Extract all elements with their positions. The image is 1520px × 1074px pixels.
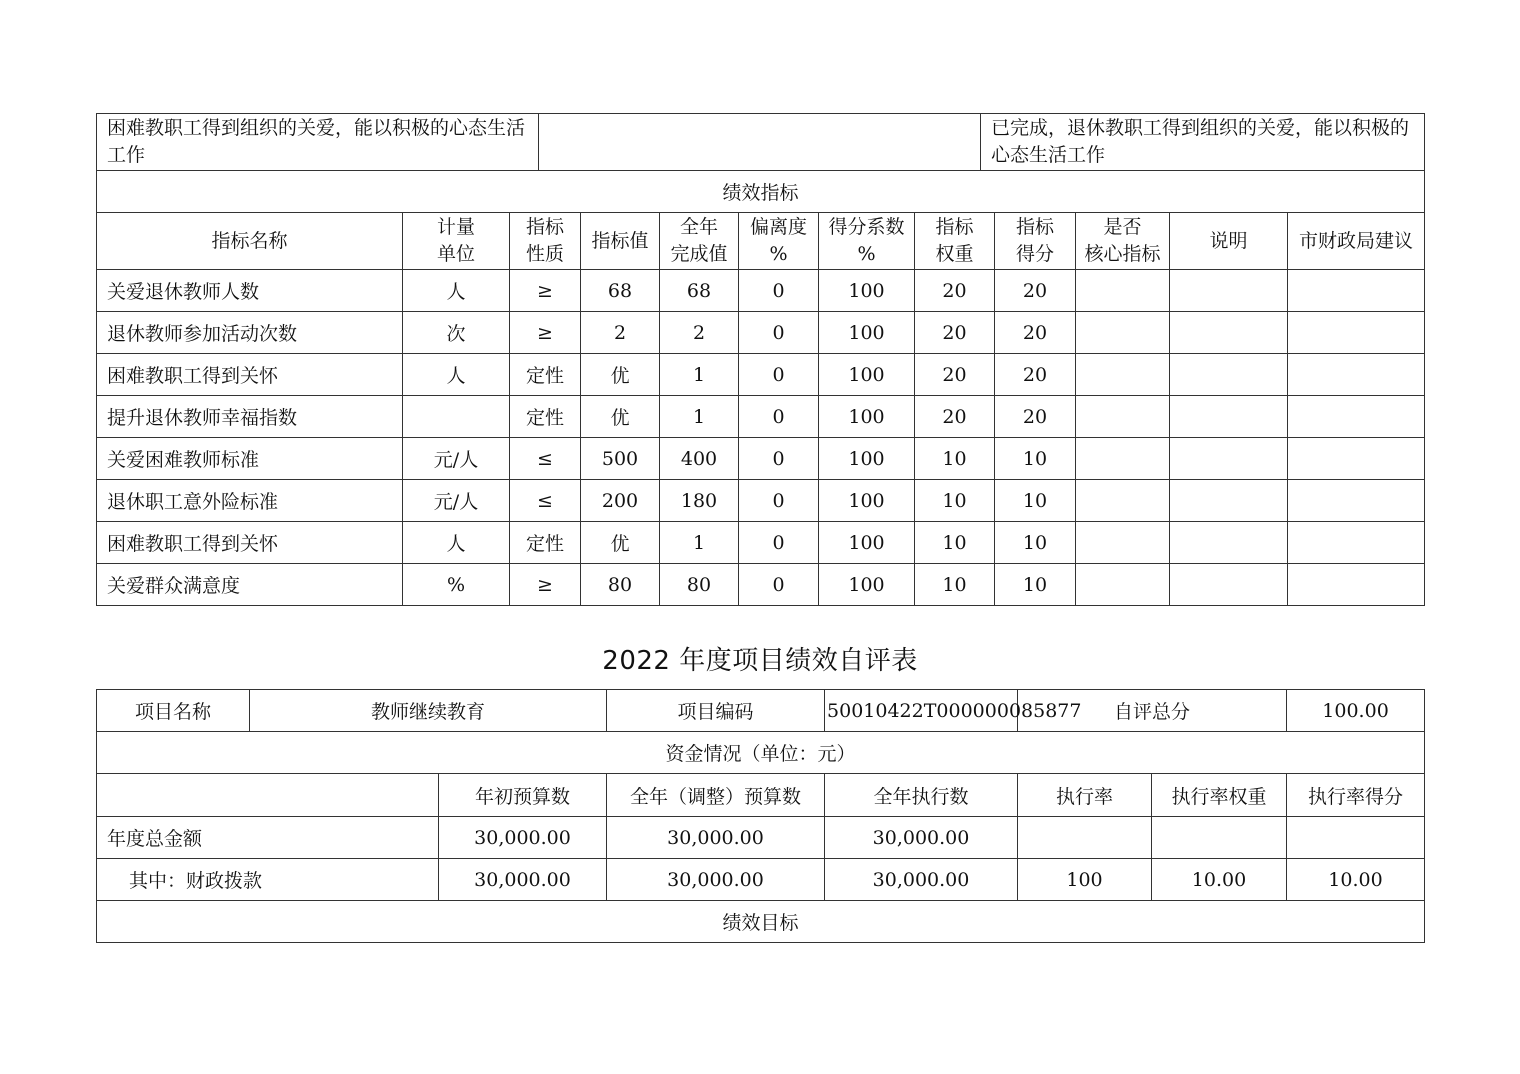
indicator-name: 退休教师参加活动次数 <box>97 312 403 354</box>
funds-cell: 30,000.00 <box>439 817 607 859</box>
indicator-cell: % <box>403 564 510 606</box>
funds-cell <box>1018 817 1152 859</box>
table-row <box>97 354 1425 396</box>
indicator-cell <box>1170 438 1288 480</box>
table-row <box>97 480 1425 522</box>
indicator-cell: 20 <box>995 270 1076 312</box>
indicator-cell: ≤ <box>510 438 581 480</box>
indicator-cell <box>403 396 510 438</box>
indicator-cell: 0 <box>739 396 819 438</box>
indicator-cell: ≥ <box>510 312 581 354</box>
indicator-header-cell: 市财政局建议 <box>1288 213 1425 270</box>
indicator-name: 困难教职工得到关怀 <box>97 354 403 396</box>
indicator-header-cell: 计量 单位 <box>403 213 510 270</box>
funds-cell <box>1152 817 1287 859</box>
indicator-cell: 元/人 <box>403 438 510 480</box>
indicator-cell <box>1170 522 1288 564</box>
goal-completion: 已完成，退休教职工得到组织的关爱，能以积极的心态生活工作 <box>981 114 1425 171</box>
indicator-cell: 0 <box>739 564 819 606</box>
funds-header-cell: 全年执行数 <box>825 774 1018 817</box>
table-row <box>97 564 1425 606</box>
indicator-header-cell: 指标 性质 <box>510 213 581 270</box>
indicator-cell: 400 <box>660 438 739 480</box>
indicator-cell: 元/人 <box>403 480 510 522</box>
indicator-cell: 20 <box>995 354 1076 396</box>
indicator-cell: 10 <box>915 564 995 606</box>
indicator-cell: 20 <box>915 270 995 312</box>
indicator-cell: 10 <box>995 522 1076 564</box>
indicator-cell: 1 <box>660 396 739 438</box>
goal-table <box>96 113 1425 213</box>
indicator-cell <box>1076 480 1170 522</box>
indicator-table <box>96 212 1425 606</box>
funds-cell: 30,000.00 <box>825 859 1018 901</box>
table-row <box>97 522 1425 564</box>
indicator-cell: 10 <box>915 522 995 564</box>
table-row <box>97 859 1425 901</box>
indicator-cell: 0 <box>739 480 819 522</box>
indicator-header-cell: 全年 完成值 <box>660 213 739 270</box>
funds-cell: 30,000.00 <box>439 859 607 901</box>
indicator-cell <box>1288 312 1425 354</box>
indicator-header <box>97 213 1425 270</box>
indicator-cell: ≥ <box>510 564 581 606</box>
indicator-cell <box>1076 438 1170 480</box>
form-title: 2022 年度项目绩效自评表 <box>602 646 918 676</box>
indicator-header-cell: 指标值 <box>581 213 660 270</box>
indicator-name: 关爱群众满意度 <box>97 564 403 606</box>
funds-cell: 10.00 <box>1152 859 1287 901</box>
indicator-cell <box>1076 270 1170 312</box>
indicator-cell: 2 <box>660 312 739 354</box>
indicator-cell <box>1170 564 1288 606</box>
indicator-cell: 人 <box>403 270 510 312</box>
funds-row-label: 年度总金额 <box>97 817 439 859</box>
indicator-cell <box>1170 480 1288 522</box>
indicator-cell <box>1170 354 1288 396</box>
project-code-label: 项目编码 <box>607 690 825 732</box>
project-name: 教师继续教育 <box>250 690 607 732</box>
indicator-cell: 10 <box>915 438 995 480</box>
indicator-header-cell: 指标 得分 <box>995 213 1076 270</box>
funds-cell <box>1287 817 1425 859</box>
indicator-name: 困难教职工得到关怀 <box>97 522 403 564</box>
indicator-cell: 1 <box>660 522 739 564</box>
indicator-cell: ≤ <box>510 480 581 522</box>
indicator-cell: 20 <box>995 312 1076 354</box>
table-row <box>97 396 1425 438</box>
indicator-cell: 100 <box>819 522 915 564</box>
indicator-cell: 优 <box>581 354 660 396</box>
indicator-header-row <box>97 213 1425 270</box>
indicator-cell: 200 <box>581 480 660 522</box>
indicator-cell: 10 <box>995 480 1076 522</box>
indicator-cell: 100 <box>819 564 915 606</box>
indicator-cell: 次 <box>403 312 510 354</box>
indicator-cell: 0 <box>739 522 819 564</box>
indicator-cell: 0 <box>739 438 819 480</box>
indicator-cell: 100 <box>819 270 915 312</box>
indicator-name: 提升退休教师幸福指数 <box>97 396 403 438</box>
indicator-cell: 定性 <box>510 396 581 438</box>
funds-header-row <box>97 774 1425 817</box>
indicator-cell: 20 <box>915 396 995 438</box>
indicator-cell: 人 <box>403 522 510 564</box>
indicator-header-cell: 得分系数 % <box>819 213 915 270</box>
funds-body <box>97 817 1425 901</box>
funds-title: 资金情况（单位：元） <box>97 732 1425 774</box>
funds-cell: 30,000.00 <box>825 817 1018 859</box>
indicator-cell: 100 <box>819 354 915 396</box>
goal-middle-cell <box>539 114 981 171</box>
indicator-cell: 10 <box>995 564 1076 606</box>
indicator-cell <box>1288 270 1425 312</box>
indicator-cell <box>1076 354 1170 396</box>
indicator-cell: ≥ <box>510 270 581 312</box>
indicator-cell: 10 <box>995 438 1076 480</box>
indicator-cell <box>1288 438 1425 480</box>
indicator-cell: 20 <box>915 354 995 396</box>
indicator-header-cell: 指标名称 <box>97 213 403 270</box>
indicator-cell <box>1170 396 1288 438</box>
indicator-name: 关爱退休教师人数 <box>97 270 403 312</box>
indicator-cell: 68 <box>581 270 660 312</box>
indicator-name: 关爱困难教师标准 <box>97 438 403 480</box>
indicator-cell: 0 <box>739 312 819 354</box>
goal-description: 困难教职工得到组织的关爱，能以积极的心态生活工作 <box>97 114 539 171</box>
indicator-cell: 100 <box>819 438 915 480</box>
project-name-label: 项目名称 <box>97 690 250 732</box>
table-row <box>97 312 1425 354</box>
indicator-cell <box>1170 270 1288 312</box>
funds-cell: 100 <box>1018 859 1152 901</box>
indicator-cell: 20 <box>995 396 1076 438</box>
funds-header-cell <box>97 774 439 817</box>
funds-cell: 30,000.00 <box>607 859 825 901</box>
indicator-cell <box>1170 312 1288 354</box>
funds-table <box>96 731 1425 943</box>
indicator-cell <box>1288 354 1425 396</box>
indicator-cell: 500 <box>581 438 660 480</box>
self-eval-table <box>96 689 1425 732</box>
indicator-cell <box>1076 312 1170 354</box>
indicator-cell <box>1076 522 1170 564</box>
indicator-cell <box>1288 522 1425 564</box>
indicator-cell <box>1288 396 1425 438</box>
table-row <box>97 438 1425 480</box>
indicator-cell <box>1288 480 1425 522</box>
funds-cell: 30,000.00 <box>607 817 825 859</box>
indicator-cell: 优 <box>581 522 660 564</box>
indicator-cell: 20 <box>915 312 995 354</box>
funds-row-label: 其中：财政拨款 <box>97 859 439 901</box>
indicator-name: 退休职工意外险标准 <box>97 480 403 522</box>
funds-header-cell: 执行率 <box>1018 774 1152 817</box>
indicator-cell: 100 <box>819 312 915 354</box>
indicator-cell: 定性 <box>510 522 581 564</box>
indicator-cell: 100 <box>819 480 915 522</box>
funds-cell: 10.00 <box>1287 859 1425 901</box>
self-eval-score: 100.00 <box>1287 690 1425 732</box>
indicator-cell: 人 <box>403 354 510 396</box>
indicator-cell: 80 <box>660 564 739 606</box>
indicator-body <box>97 270 1425 606</box>
indicator-cell: 2 <box>581 312 660 354</box>
indicator-cell: 68 <box>660 270 739 312</box>
table-row <box>97 817 1425 859</box>
indicator-cell: 180 <box>660 480 739 522</box>
indicator-cell: 优 <box>581 396 660 438</box>
indicator-header-cell: 指标 权重 <box>915 213 995 270</box>
indicator-cell: 1 <box>660 354 739 396</box>
goals-title: 绩效目标 <box>97 901 1425 943</box>
funds-header-cell: 年初预算数 <box>439 774 607 817</box>
funds-header-cell: 执行率权重 <box>1152 774 1287 817</box>
funds-header <box>97 774 1425 817</box>
table-row <box>97 270 1425 312</box>
funds-header-cell: 全年（调整）预算数 <box>607 774 825 817</box>
indicator-cell: 定性 <box>510 354 581 396</box>
indicator-cell: 0 <box>739 354 819 396</box>
indicator-cell <box>1076 396 1170 438</box>
indicator-cell: 100 <box>819 396 915 438</box>
indicator-cell: 0 <box>739 270 819 312</box>
funds-header-cell: 执行率得分 <box>1287 774 1425 817</box>
score-label: 自评总分 <box>1018 690 1287 732</box>
indicator-cell: 80 <box>581 564 660 606</box>
indicator-cell <box>1288 564 1425 606</box>
indicator-cell <box>1076 564 1170 606</box>
perf-indicators-title: 绩效指标 <box>97 171 1425 213</box>
indicator-header-cell: 说明 <box>1170 213 1288 270</box>
indicator-header-cell: 是否 核心指标 <box>1076 213 1170 270</box>
indicator-header-cell: 偏离度 % <box>739 213 819 270</box>
indicator-cell: 10 <box>915 480 995 522</box>
project-code: 50010422T000000085877 <box>825 690 1018 732</box>
